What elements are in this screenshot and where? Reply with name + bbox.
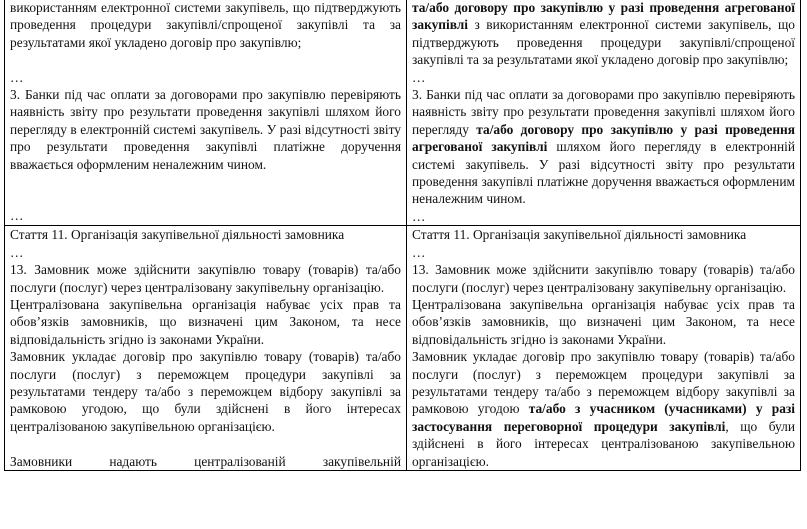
paragraph: 3. Банки під час оплати за договорами про закупівлю перевіряють наявність звіту про результати проведення закупівлі шляхом його перегляду в електронній системі закупівель. У разі відсутності звіту про результати проведення закупівлі платіжне доручення вважається оформленим неналежним чином.	[10, 87, 401, 172]
blank-line	[10, 435, 401, 452]
paragraph: та/або договору про закупівлю у разі проведення агрегованої закупівлі з використанням електронної системи закупівель, що підтверджують проведення процедури закупівлі/спрощеної закупівлі та за результатами якої укладено договір про закупівлю;	[412, 0, 795, 68]
article-title: Стаття 11. Організація закупівельної діяльності замовника	[10, 227, 345, 243]
ellipsis: …	[10, 244, 24, 260]
bold-amendment: та/або договору про закупівлю у разі проведення агрегованої закупівлі	[412, 121, 796, 155]
proposed-wording-cell	[407, 226, 801, 471]
ellipsis: …	[412, 208, 426, 224]
paragraph: Замовники надають централізованій закупівельній	[10, 453, 401, 469]
ellipsis: …	[10, 69, 24, 85]
blank-line	[10, 51, 401, 68]
table-row	[5, 226, 801, 471]
paragraph: 3. Банки під час оплати за договорами про закупівлю перевіряють наявність звіту про результати проведення закупівлі шляхом його перегляду та/або договору про закупівлю у разі проведення агрегованої закупівлі шляхом його перегляду в електронній системі закупівель. У разі відсутності звіту про результати проведення закупівлі платіжне доручення вважається оформленим неналежним чином.	[412, 87, 796, 207]
paragraph: Замовник укладає договір про закупівлю товару (товарів) та/або послуги (послуг) з переможцем процедури закупівлі за результатами тендеру та/або з переможцем відбору закупівлі за рамковою угодою, що були здійснені в його інтересах централізованою закупівельною організацією.	[10, 349, 401, 434]
paragraph: використанням електронної системи закупівель, що підтверджують проведення процедури закупівлі/спрощеної закупівлі та за результатами якої укладено договір про закупівлю;	[10, 0, 401, 50]
paragraph: 13. Замовник може здійснити закупівлю товару (товарів) та/або послуги (послуг) через централізовану закупівельну організацію.	[412, 262, 795, 295]
paragraph: Централізована закупівельна організація набуває усіх прав та обов’язків замовників, що визначені цим Законом, та несе відповідальність згідно із законами України.	[10, 296, 401, 347]
ellipsis: …	[412, 244, 426, 260]
comparison-table	[4, 0, 801, 471]
paragraph: 13. Замовник може здійснити закупівлю товару (товарів) та/або послуги (послуг) через централізовану закупівельну організацію.	[10, 262, 401, 295]
current-wording-cell	[5, 226, 407, 471]
table-row	[5, 0, 801, 226]
paragraph: Замовник укладає договір про закупівлю товару (товарів) та/або послуги (послуг) з переможцем процедури закупівлі за результатами тендеру та/або з переможцем відбору закупівлі за рамковою угодою та/або з учасником (учасниками) у разі застосування переговорної процедури закупівлі, що були здійснені в його інтересах централізованою закупівельною організацією.	[412, 349, 795, 469]
bold-amendment: та/або договору про закупівлю у разі проведення агрегованої закупівлі	[412, 0, 795, 33]
blank-line	[10, 173, 401, 207]
proposed-wording-cell	[407, 0, 801, 226]
paragraph: Централізована закупівельна організація набуває усіх прав та обов’язків замовників, що визначені цим Законом, та несе відповідальність згідно із законами України.	[412, 296, 795, 347]
current-wording-cell	[5, 0, 407, 226]
article-title: Стаття 11. Організація закупівельної діяльності замовника	[412, 227, 747, 243]
ellipsis: …	[412, 69, 426, 85]
bold-amendment: та/або з учасником (учасниками) у разі застосування переговорної процедури закупівлі	[412, 401, 795, 434]
ellipsis: …	[10, 208, 24, 224]
